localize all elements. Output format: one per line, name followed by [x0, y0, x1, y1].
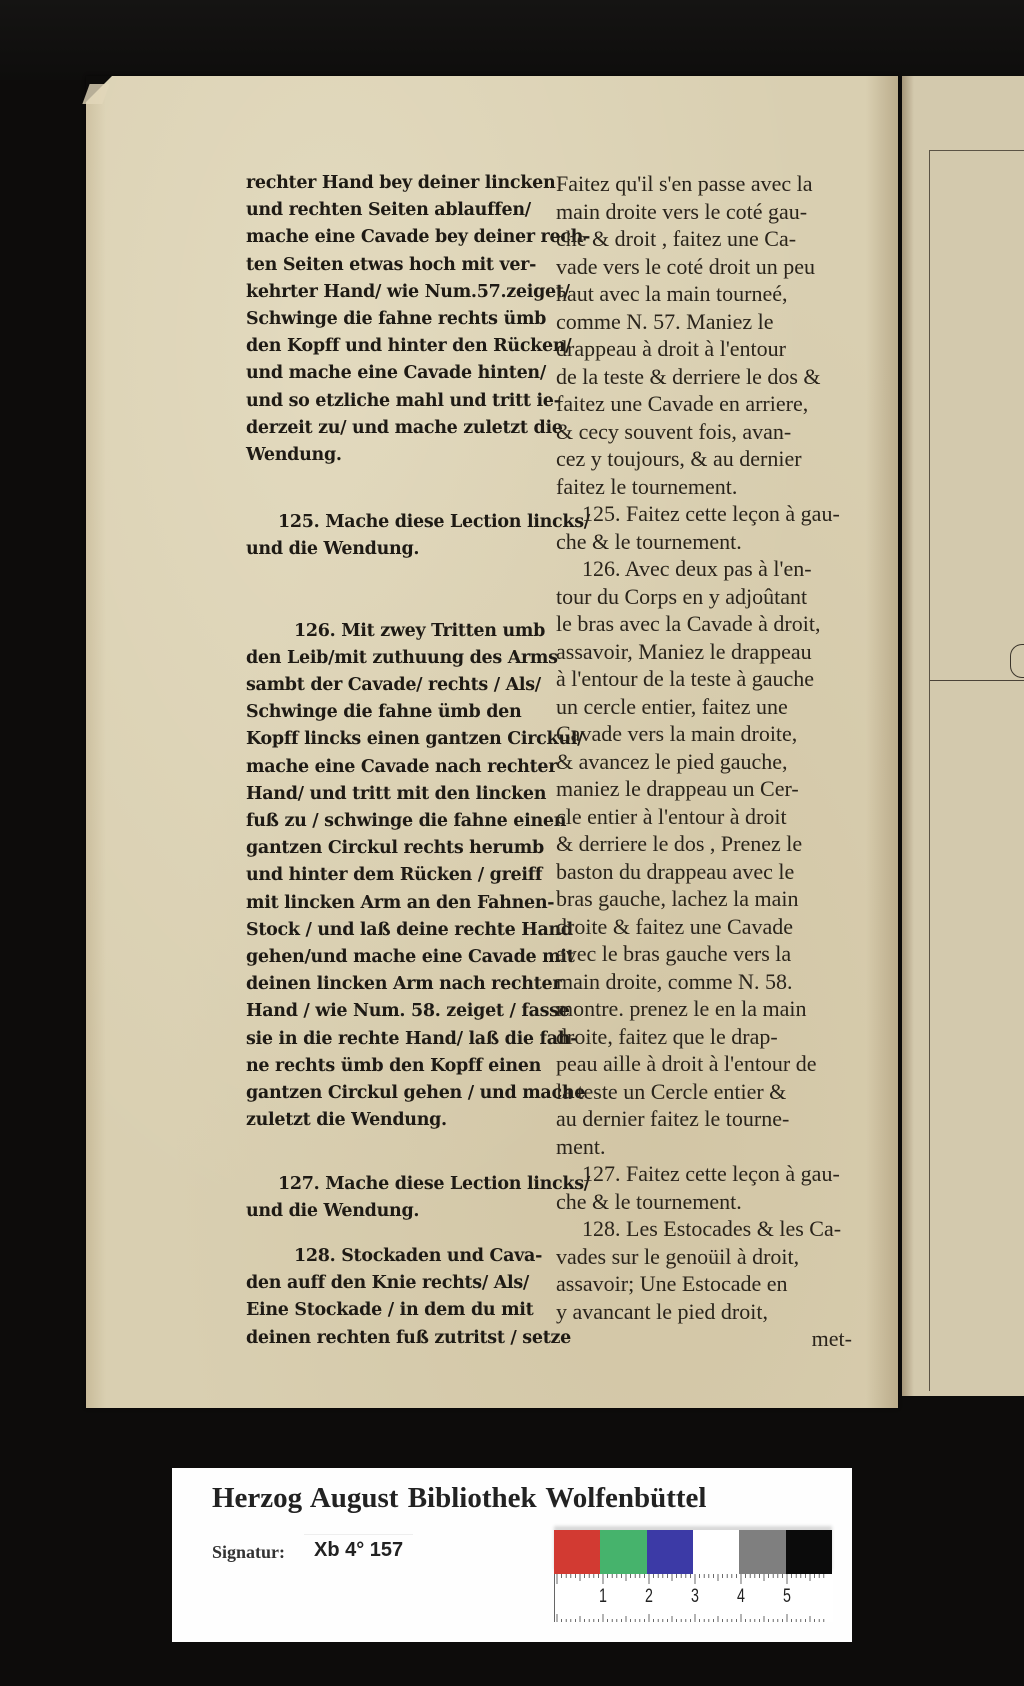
text-line: & avancez le pied gauche,	[556, 748, 788, 774]
text-line: und so etzliche mahl und tritt ie-	[246, 390, 561, 411]
text-line: den Kopff und hinter den Rücken/	[246, 336, 572, 357]
text-line: 127. Mache diese Lection lincks/	[278, 1173, 590, 1194]
text-line: haut avec la main tourneé,	[556, 281, 788, 306]
text-line: Kopff lincks einen gantzen Circkul/	[246, 729, 584, 750]
swatch-red	[554, 1530, 600, 1574]
text-line: faitez une Cavade en arriere,	[556, 391, 809, 416]
text-line: Hand/ und tritt mit den lincken	[246, 783, 547, 804]
text-line: mache eine Cavade bey deiner rech-	[246, 227, 591, 248]
color-calibration-bar	[554, 1530, 832, 1574]
text-line: Hand / wie Num. 58. zeiget / fasse	[246, 1001, 570, 1022]
text-line: maniez le drappeau un Cer-	[556, 776, 799, 801]
text-line: faitez le tournement.	[556, 473, 738, 499]
facing-page-edge	[902, 76, 1024, 1396]
text-line: rechter Hand bey deiner lincken	[246, 173, 556, 193]
swatch-blue	[647, 1530, 693, 1574]
text-line: 126. Mit zwey Tritten umb	[294, 620, 546, 641]
swatch-white	[693, 1530, 739, 1574]
swatch-black	[786, 1530, 832, 1574]
text-line: che & droit , faitez une Ca-	[556, 226, 797, 251]
german-paragraph-125	[246, 509, 590, 563]
text-line: vade vers le coté droit un peu	[556, 253, 816, 279]
german-paragraph-124-continued	[246, 170, 591, 469]
text-line: fuß zu / schwinge die fahne einen	[246, 811, 567, 832]
text-line: assavoir, Maniez le drappeau	[556, 638, 812, 664]
text-line: mit lincken Arm an den Fahnen-	[246, 892, 555, 913]
engraving-plate-frame	[929, 150, 1024, 1391]
text-line: peau aille à droit à l'entour de	[556, 1051, 817, 1076]
text-line: und rechten Seiten ablauffen/	[246, 200, 531, 221]
ruler-number-4: 4	[737, 1586, 745, 1607]
swatch-green	[600, 1530, 646, 1574]
ruler-number-5: 5	[783, 1586, 791, 1607]
text-line: mache eine Cavade nach rechter	[246, 756, 558, 777]
text-line: Schwinge die fahne ümb den	[246, 702, 522, 723]
text-line: und die Wendung.	[246, 539, 420, 560]
scan-background	[0, 0, 1024, 80]
text-line: ment.	[556, 1133, 606, 1159]
text-line: la teste un Cercle entier &	[556, 1078, 787, 1104]
text-line: cle entier à l'entour à droit	[556, 803, 787, 829]
french-paragraph-126	[556, 555, 852, 1160]
text-line: cez y toujours, & au dernier	[556, 446, 802, 471]
text-line: au dernier faitez le tourne-	[556, 1106, 790, 1131]
text-line: kehrter Hand/ wie Num.57.zeiget/	[246, 281, 570, 302]
text-line: derzeit zu/ und mache zuletzt die	[246, 417, 563, 438]
text-line: y avancant le pied droit,	[556, 1298, 768, 1324]
ruler-number-3: 3	[691, 1586, 699, 1607]
french-paragraph-124-continued	[556, 170, 852, 500]
french-paragraph-127	[556, 1160, 852, 1215]
french-text-column	[556, 170, 852, 1353]
text-line: gantzen Circkul rechts herumb	[246, 838, 544, 859]
swatch-gray	[739, 1530, 785, 1574]
text-line: de la teste & derriere le dos &	[556, 363, 821, 389]
text-line: 128. Stockaden und Cava-	[294, 1245, 543, 1266]
text-line: Faitez qu'il s'en passe avec la	[556, 171, 813, 196]
engraving-figure-fragment	[1010, 644, 1024, 678]
catchword: met-	[811, 1326, 852, 1351]
signatur-value: Xb 4° 157	[304, 1534, 413, 1566]
text-line: zuletzt die Wendung.	[246, 1110, 447, 1131]
text-line: 127. Faitez cette leçon à gau-	[582, 1161, 840, 1186]
text-line: tour du Corps en y adjoûtant	[556, 583, 808, 609]
text-line: Eine Stockade / in dem du mit	[246, 1300, 534, 1321]
ruler-number-1: 1	[599, 1586, 607, 1607]
text-line: avec le bras gauche vers la	[556, 941, 792, 966]
engraving-ground-line	[930, 680, 1024, 681]
text-line: und hinter dem Rücken / greiff	[246, 865, 543, 886]
text-line: che & le tournement.	[556, 1188, 742, 1214]
text-line: gehen/und mache eine Cavade mit	[246, 947, 575, 968]
text-line: droite, faitez que le drap-	[556, 1023, 778, 1049]
text-line: sie in die rechte Hand/ laß die fah-	[246, 1028, 578, 1049]
text-line: & derriere le dos , Prenez le	[556, 831, 803, 856]
text-line: Stock / und laß deine rechte Hand	[246, 919, 573, 940]
text-line: che & le tournement.	[556, 528, 742, 554]
french-paragraph-125	[556, 500, 852, 555]
text-line: Cavade vers la main droite,	[556, 721, 798, 746]
text-line: main droite, comme N. 58.	[556, 968, 793, 994]
text-line: deinen lincken Arm nach rechter	[246, 974, 562, 995]
library-label-card	[172, 1468, 852, 1642]
text-line: den Leib/mit zuthuung des Arms	[246, 647, 558, 668]
german-paragraph-126	[246, 618, 586, 1135]
text-line: assavoir; Une Estocade en	[556, 1271, 788, 1296]
measuring-ruler	[554, 1574, 833, 1622]
text-line: main droite vers le coté gau-	[556, 198, 808, 224]
text-line: sambt der Cavade/ rechts / Als/	[246, 675, 541, 696]
text-line: un cercle entier, faitez une	[556, 693, 788, 719]
text-line: 125. Mache diese Lection lincks/	[278, 512, 590, 533]
signatur-label: Signatur:	[212, 1542, 286, 1562]
text-line: und die Wendung.	[246, 1200, 420, 1221]
text-line: baston du drappeau avec le	[556, 858, 795, 884]
text-line: montre. prenez le en la main	[556, 996, 807, 1021]
text-line: und mache eine Cavade hinten/	[246, 363, 546, 384]
library-name: Herzog August Bibliothek Wolfenbüttel	[212, 1482, 707, 1514]
text-line: 125. Faitez cette leçon à gau-	[582, 501, 840, 526]
text-line: 128. Les Estocades & les Ca-	[582, 1216, 842, 1241]
text-line: ne rechts ümb den Kopff einen	[246, 1055, 542, 1076]
text-line: & cecy souvent fois, avan-	[556, 418, 792, 444]
text-line: comme N. 57. Maniez le	[556, 308, 774, 334]
ruler-number-2: 2	[645, 1586, 653, 1607]
text-line: Wendung.	[246, 445, 342, 466]
german-paragraph-127	[246, 1171, 590, 1225]
text-line: Schwinge die fahne rechts ümb	[246, 309, 547, 330]
text-line: den auff den Knie rechts/ Als/	[246, 1273, 530, 1294]
text-line: gantzen Circkul gehen / und mache	[246, 1083, 586, 1104]
text-line: à l'entour de la teste à gauche	[556, 666, 815, 691]
german-paragraph-128	[246, 1243, 571, 1352]
text-line: 126. Avec deux pas à l'en-	[582, 556, 812, 581]
french-paragraph-128	[556, 1215, 852, 1325]
text-line: deinen rechten fuß zutritst / setze	[246, 1327, 571, 1348]
text-line: ten Seiten etwas hoch mit ver-	[246, 254, 537, 275]
text-line: bras gauche, lachez la main	[556, 886, 799, 911]
text-line: drappeau à droit à l'entour	[556, 336, 786, 361]
text-line: le bras avec la Cavade à droit,	[556, 611, 821, 636]
text-line: droite & faitez une Cavade	[556, 913, 794, 939]
text-line: vades sur le genoüil à droit,	[556, 1243, 800, 1269]
